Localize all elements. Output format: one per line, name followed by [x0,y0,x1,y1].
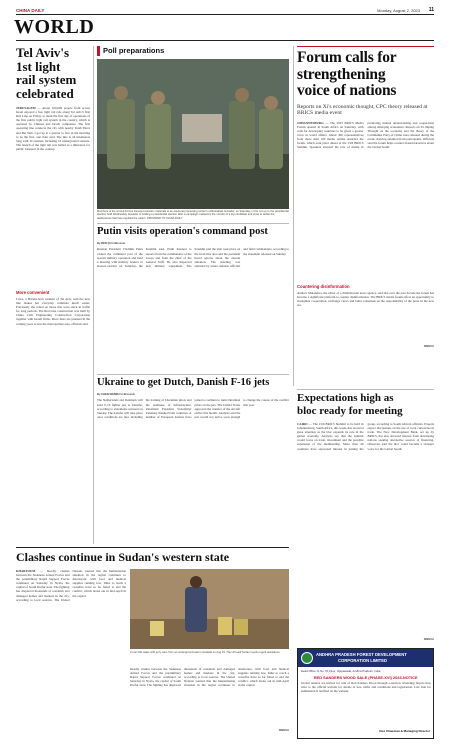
brics-headline: Forum calls for strengthening voice of nations [297,49,397,99]
tel-aviv-headline: Tel Aviv's 1st light rail system celebrated [16,45,77,101]
tel-aviv-body: JERUSALEM — About 100,000 people from across Israel enjoyed a free light rail ride along Tel Aviv's first Red Line on Friday, to mark the first day of operations of the first public light rail system in the country, which is operated by Chinese and Israeli companies. The first operating line connects the city with nearby Petah Tikva and Bat Yam. I got up at a quarter to five in the morning to be the first, one rider said. The line is 24 kilometers long with 34 stations, including 10 underground stations. The launch of the light rail was hailed as a milestone for public transport in the country. [16,106,90,151]
poll-tag-bar [97,46,100,56]
ukraine-byline: By CHEN WEIWEI in Brussels [97,393,135,396]
story-divider [97,374,289,375]
story-divider [97,223,289,224]
soldiers-photo-illustration [97,59,289,209]
ukraine-story [97,377,289,543]
poll-photo-block [97,46,289,222]
brics-body-2: Andrew Mutandwa, the editor of a Zimbabwean news agency, said that over the past decade the forum has become a significant platform to counter disinformation. The BRICS media forum offers an opportunity to strengthen cooperation, exchange views and build consensus on the responsibility of the press in the new era. [297,290,434,307]
masthead-rule [16,14,434,15]
paper-name: CHINA DAILY [16,8,45,13]
putin-byline: By REN QI in Moscow [97,242,125,245]
story-divider [297,389,434,390]
expect-story [297,392,434,644]
sudan-rule [16,547,289,548]
section-title: WORLD [14,16,95,38]
column-divider [93,46,94,544]
sudan-body-2: Deadly clashes between the Sudanese Armed Forces and the paramilitary Rapid Support Forces continued on Saturday in Nyala, the capital of South Darfur state. The fighting has displaced thousands of residents and damaged homes and markets in the city, according to local sources. The United Nations warned that the humanitarian situation in the region continues to deteriorate, with food and medical supplies running low. Talks to reach a ceasefire have so far failed to end the conflict, which broke out in mid-April in the capital. [130,667,289,688]
poll-caption: Members of the Armed Forces transport election materials at an electoral processing center in Abbottabad, Ecuador, on Saturday, in the run-up to the presidential election held Wednesday. Ecuador is holding a presidential election after a campaign marked by the murder of a top candidate and vows to tackle the lawlessness that has engulfed the nation. PROVIDED TO CHINA DAILY [97,210,289,220]
tel-aviv-body-2: Lowe, a Britain-born resident of Tel Aviv, said the new line makes her everyday commute much easier. Previously she relied on buses that were stuck in traffic for long periods. The Red Line construction was built by China Civil Engineering Construction Corporation together with Israeli firms. More lines are planned in the coming years across the metropolitan area, officials said. [16,297,90,326]
ad-company-line-1: ANDHRA PRADESH FOREST DEVELOPMENT [316,652,407,657]
brics-body: JOHANNESBURG — The 2023 BRICS Media Forum opened in South Africa on Saturday, with calls for developing countries to be given a greater voice in world affairs. About 300 representatives from more than 100 media outlets attended the forum, which took place ahead of the 15th BRICS Summit. Speakers stressed the role of media in promoting mutual understanding and cooperation among emerging economies. Reports on Xi Jinping Thought on the economy and the theory of the Communist Party of China were released during the event, drawing attention from participants. Officials said the forum helps counter biased narratives about the Global South. [297,120,434,150]
sudan-caption: A man fills water with jerry cans from an underground well in Gedaref on Aug 19. The UN said Sudan needs urgent assistance. [130,651,281,654]
sudan-photo [130,569,289,649]
column-divider [293,46,294,386]
putin-story [97,226,289,372]
ukraine-body: The Netherlands and Denmark will send F-16 fighter jets to Ukraine, according to statements released on Sunday. The transfer will take place once conditions are met, including the training of Ukrainian pilots and the readiness of infrastructure. Ukrainian President Volodymyr Zelensky thanked both countries. A number of European nations have joined a coalition to train Ukrainian pilots on the jets. The United States approved the transfer of the aircraft earlier this month. Analysts said the jets would not arrive soon enough to change the course of the conflict this year. [97,398,289,419]
ad-header [298,649,433,667]
brics-accent-bar [297,46,434,47]
expect-body: CAIRO — The 15th BRICS Summit to be held in Johannesburg, South Africa, this week, has received great attention as the bloc expands its role in the global economy. Analysts say that the summit would focus on trade, investment and the possible expansion of the membership. More than 40 countries have expressed interest in joining the group, according to South African officials. Experts expect discussions on the use of local currencies in trade. The New Development Bank, set up by BRICS, has also attracted interest from developing nations seeking alternative sources of financing. Observers said the bloc could become a stronger voice for the Global South. [297,422,434,451]
putin-headline: Putin visits operation's command post [97,226,268,237]
tel-aviv-subheading: More convenient [16,290,50,295]
poll-photo [97,59,289,209]
poll-tag: Poll preparations [103,46,165,55]
ad-company-line-2: CORPORATION LIMITED [338,658,388,663]
expect-headline: Expectations high as bloc ready for meeting [297,392,403,417]
ad-footer: Vice Chairman & Managing Director [379,729,430,733]
sudan-body: KHARTOUM — Deadly clashes between the Sudanese Armed Forces and the paramilitary Rapid Support Forces continued on Saturday in Nyala, the capital of South Darfur state. The fighting has displaced thousands of residents and damaged homes and markets in the city, according to local sources. The United Nations warned that the humanitarian situation in the region continues to deteriorate, with food and medical supplies running low. Talks to reach a ceasefire have so far failed to end the conflict, which broke out in mid-April in the capital. [16,569,126,602]
ad-body: Global tenders are invited for sale of Red Sanders Wood through e-auction. Intending buyers may refer to the official website for details of lots, terms and conditions and registration. Last date for submission is notified on the website. [301,681,431,694]
expect-byline: XINHUA [423,638,434,641]
water-well-photo-illustration [130,569,289,649]
tel-aviv-story [16,46,90,544]
page-number: 11 [428,7,434,13]
brics-deck: Reports on Xi's economic thought, CPC theory released at BRICS media event [297,103,428,117]
ukraine-headline: Ukraine to get Dutch, Danish F-16 jets [97,377,270,388]
putin-body: Russian President Vladimir Putin visited the command post of the special military operation and held a meeting with military leaders in Rostov-on-Don on Saturday, the Kremlin said. Putin listened to reports from the commanders of the troops and from the chief of the General Staff. He also inspected new military equipment. The Kremlin said the visit took place on the front line area and the president heard reports about the current situation. The meeting was attended by senior defense officials and field commanders, according to the statement released on Sunday. [97,247,289,268]
ad-address: Head Office: D.No 7th Floor, Vijayawada, Andhra Pradesh, India [301,669,381,673]
ad-notice-title: RED SANDERS WOOD SALE (PHASE-XVI) 2023-NOTICE [313,675,418,680]
brics-byline: XINHUA [423,344,434,348]
issue-date: Monday, August 2, 2023 [377,8,420,13]
sudan-byline: XINHUA [278,729,289,732]
forest-logo-icon [301,652,313,664]
sudan-story [16,551,289,739]
tender-advertisement [297,648,434,739]
brics-subheading: Countering disinformation [297,283,350,289]
sudan-headline: Clashes continue in Sudan's western state [16,550,230,564]
brics-story [297,46,434,386]
section-rule [16,40,434,41]
